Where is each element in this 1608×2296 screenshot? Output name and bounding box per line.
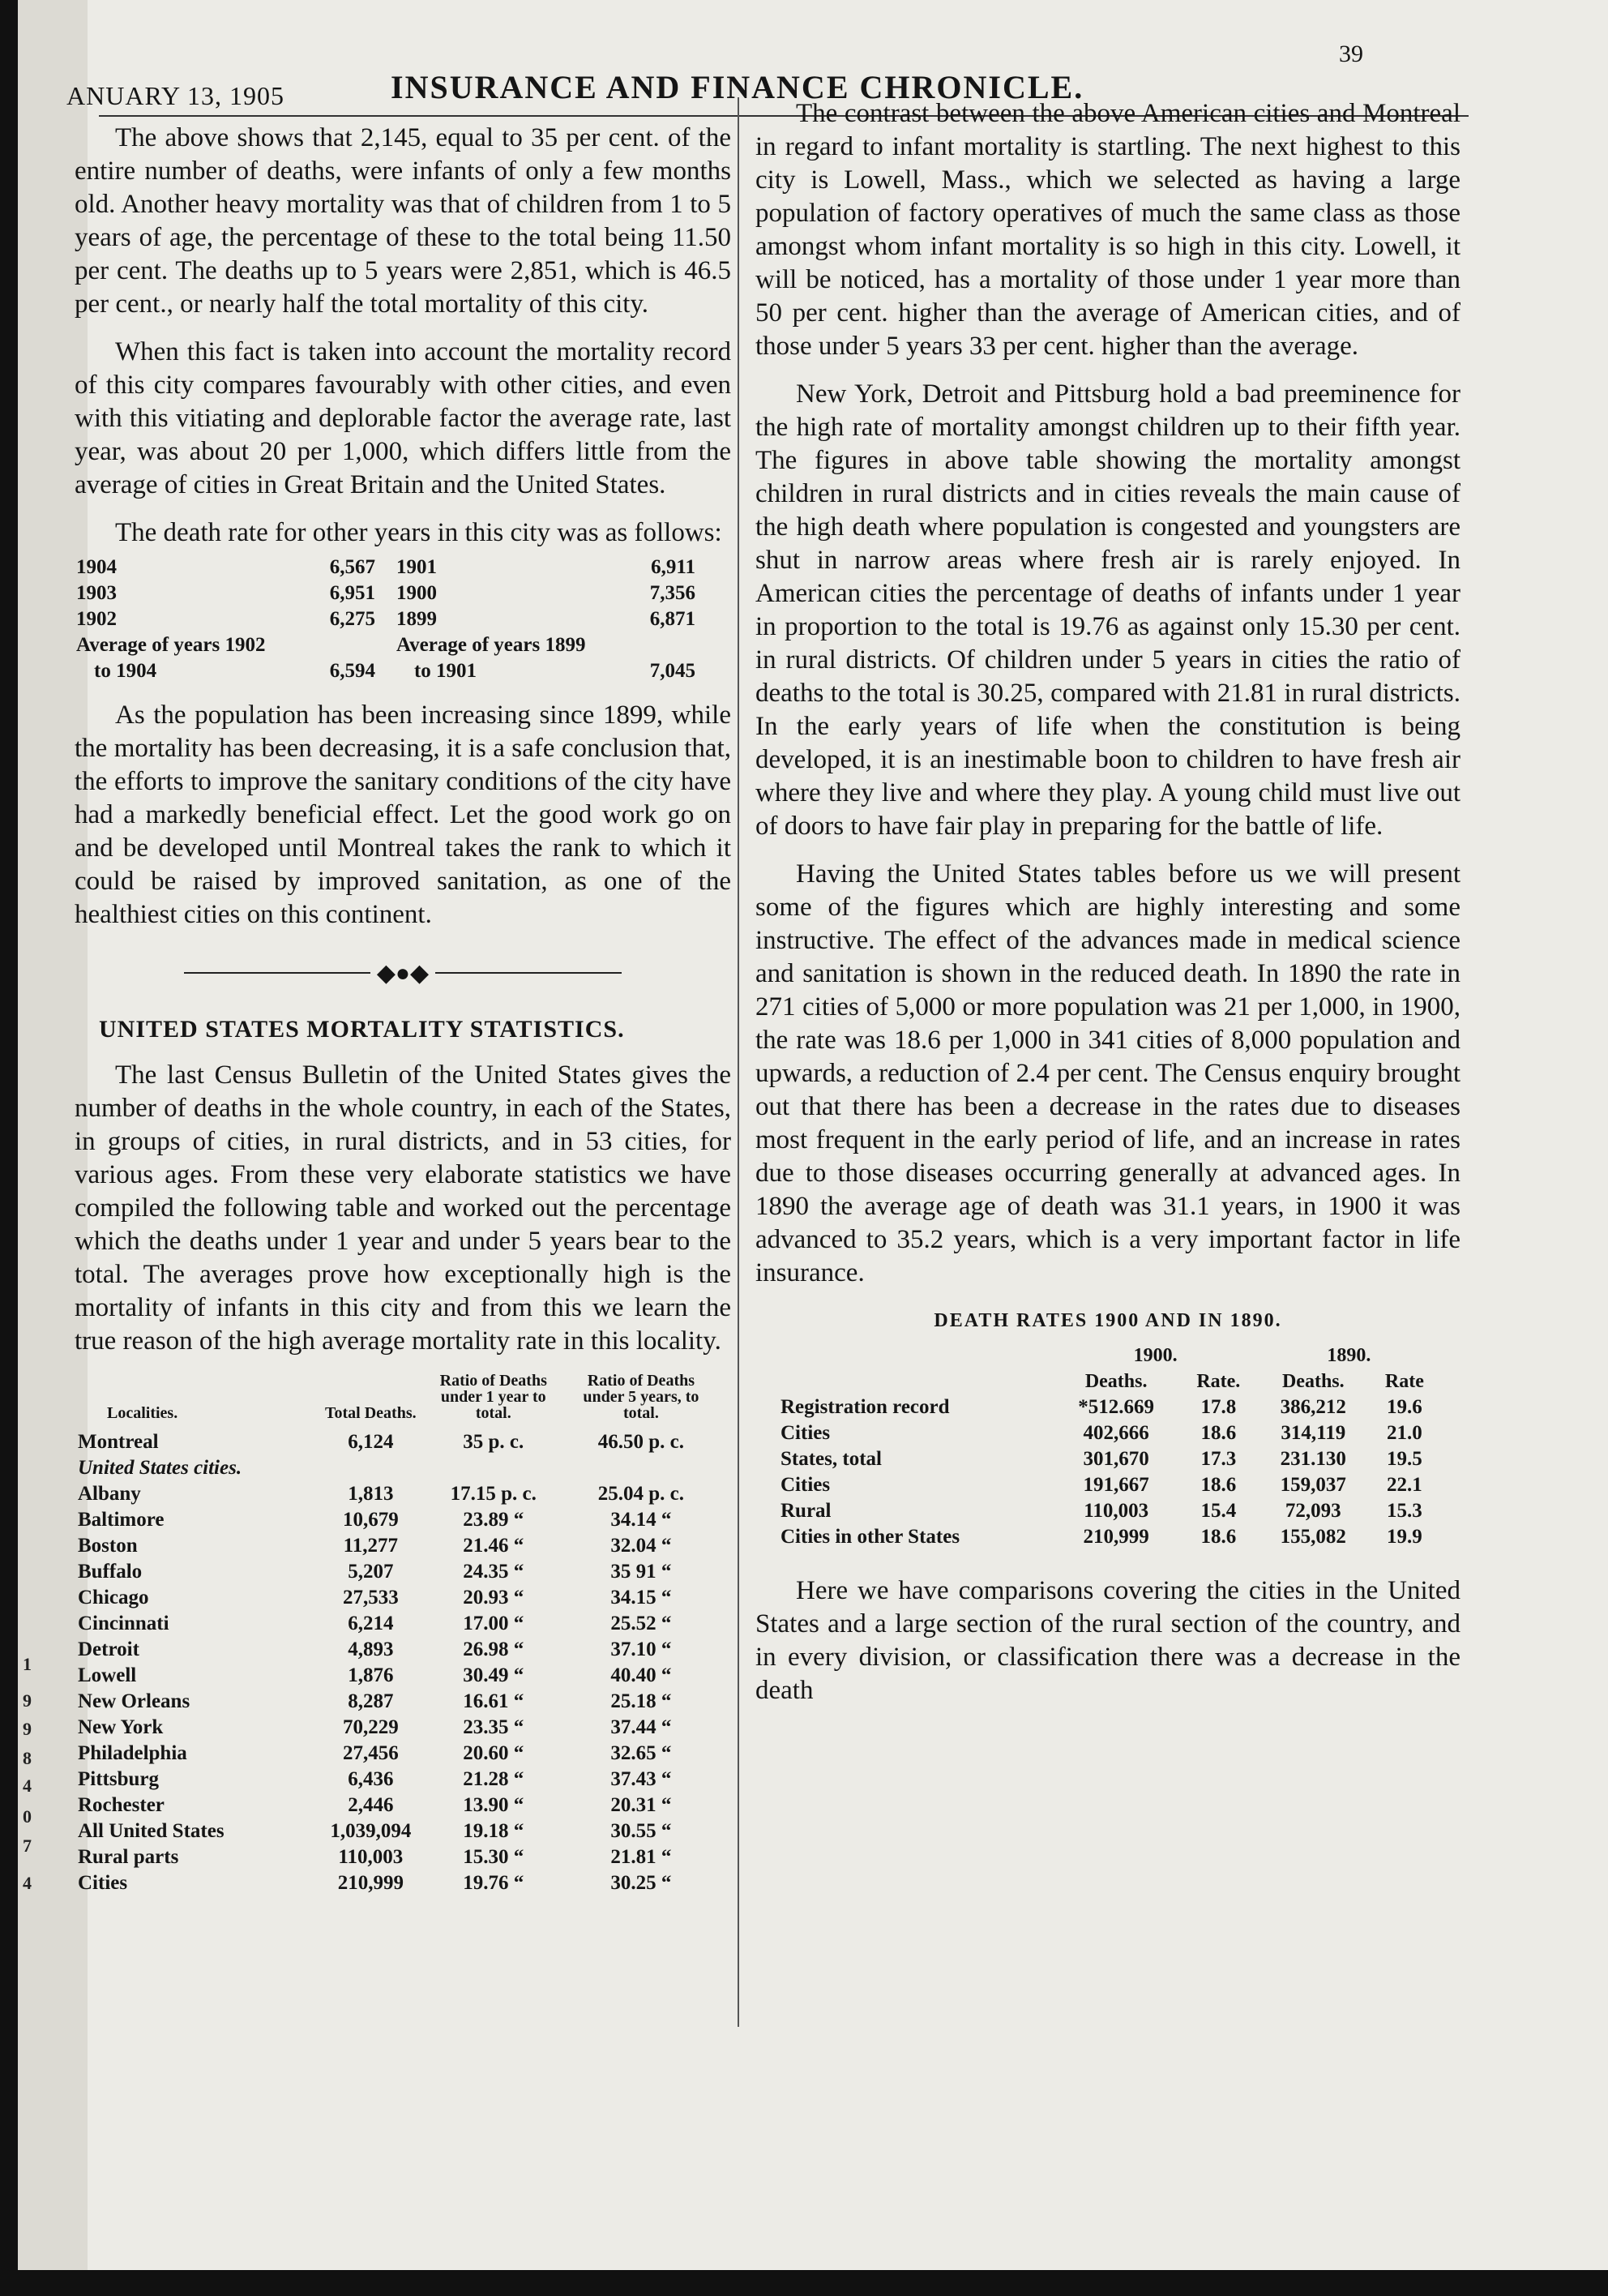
margin-mark: 1	[23, 1654, 32, 1674]
table-row	[776, 1446, 1440, 1472]
ratio-under-1-cell: 21.28 “	[463, 1767, 524, 1790]
category-cell: Cities	[780, 1422, 831, 1444]
year-header: 1900.	[1133, 1345, 1178, 1366]
value-cell: 6,911	[651, 556, 695, 578]
value-cell: 6,871	[649, 608, 695, 630]
ratio-under-1-cell: 26.98 “	[463, 1638, 524, 1660]
year-cell: 1904	[76, 556, 117, 578]
rate-1890-cell: 19.6	[1387, 1396, 1422, 1418]
average-value: 6,594	[329, 660, 375, 682]
deaths-1890-cell: 231.130	[1280, 1448, 1346, 1470]
right-column	[755, 97, 1460, 1722]
locality-cell: Lowell	[78, 1664, 137, 1686]
deaths-1890-cell: 72,093	[1285, 1500, 1341, 1522]
total-deaths-cell: 8,287	[348, 1690, 394, 1712]
deaths-1900-cell: 402,666	[1083, 1422, 1149, 1444]
total-deaths-cell: 10,679	[342, 1508, 399, 1531]
average-label: Average of years 1899	[396, 634, 586, 656]
table-row	[75, 580, 715, 606]
total-deaths-cell: 4,893	[348, 1638, 394, 1660]
margin-mark: 4	[23, 1873, 32, 1893]
rate-1890-cell: 19.5	[1387, 1448, 1422, 1470]
margin-mark: 7	[23, 1836, 32, 1856]
locality-cell: New Orleans	[78, 1690, 190, 1712]
ratio-under-1-cell: 20.60 “	[463, 1741, 524, 1764]
total-deaths-cell: 27,533	[342, 1586, 399, 1608]
rate-1900-cell: 18.6	[1200, 1474, 1237, 1496]
ratio-under-1-cell: 15.30 “	[463, 1845, 524, 1868]
table-row	[75, 1870, 715, 1896]
ratio-under-5-cell: 25.18 “	[610, 1690, 672, 1712]
publication-title: INSURANCE AND FINANCE CHRONICLE.	[391, 69, 1084, 105]
total-deaths-cell: 1,876	[348, 1664, 394, 1686]
total-deaths-cell: 6,214	[348, 1612, 394, 1634]
table-header-row	[776, 1343, 1440, 1369]
locality-cell: All United States	[78, 1819, 225, 1842]
deaths-1900-cell: 210,999	[1083, 1526, 1149, 1548]
paragraph: The contrast between the above American cities and Montreal in regard to infant mortality is startling. The next highest to this city is Lowell, Mass., which we selected as having a large population of factory operatives of much the same class as those amongst whom infant mortality is so high in this city. Lowell, it will be noticed, has a mortality of those under 1 year more than 50 per cent. higher than the average of American cities, and of those under 5 years 33 per cent. higher than the average.	[755, 99, 1460, 361]
locality-cell: Baltimore	[78, 1508, 165, 1531]
locality-cell: Boston	[78, 1534, 138, 1557]
locality-cell: Philadelphia	[78, 1741, 187, 1764]
table-header-row	[776, 1369, 1440, 1394]
year-cell: 1900	[396, 582, 437, 604]
ratio-under-5-cell: 30.55 “	[610, 1819, 672, 1842]
ratio-under-1-cell: 19.18 “	[463, 1819, 524, 1842]
paragraph: New York, Detroit and Pittsburg hold a bad preeminence for the high rate of mortality amongst children up to their fifth year. The figures in above table showing the mortality amongst children in rural districts and in cities reveals the main cause of the high death where population is congested and youngsters are shut in narrow areas where fresh air is rarely enjoyed. In American cities the percentage of deaths of infants under 1 year in proportion to the total is 19.76 as against only 15.30 per cent. in rural districts. Of children under 5 years in cities the ratio of deaths to the total is 30.25, compared with 21.81 in rural districts. In the early years of life when the constitution is being developed, it is an inestimable boon to children to have fresh air where they live and where they play. A young child must live out of doors to have fair play in preparing for the battle of life.	[755, 379, 1460, 841]
ratio-under-1-cell: 30.49 “	[463, 1664, 524, 1686]
column-header: Total Deaths.	[325, 1403, 417, 1422]
death-rates-title: DEATH RATES 1900 AND IN 1890.	[934, 1310, 1282, 1331]
ratio-under-1-cell: 23.89 “	[463, 1508, 524, 1531]
ratio-under-1-cell: 13.90 “	[463, 1793, 524, 1816]
paragraph: The death rate for other years in this city was as follows:	[115, 518, 722, 547]
column-divider	[738, 97, 739, 2027]
category-cell: Cities in other States	[780, 1526, 960, 1548]
table-row	[75, 1455, 715, 1481]
table-row	[75, 1481, 715, 1507]
table-row	[75, 1533, 715, 1559]
rate-1900-cell: 17.3	[1200, 1448, 1237, 1470]
total-deaths-cell: 1,813	[348, 1482, 394, 1505]
table-row	[75, 1793, 715, 1818]
total-deaths-cell: 6,436	[348, 1767, 394, 1790]
death-rates-table	[776, 1343, 1440, 1550]
ratio-under-5-cell: 32.04 “	[610, 1534, 672, 1557]
left-column	[75, 122, 731, 1896]
ratio-under-5-cell: 21.81 “	[610, 1845, 672, 1868]
table-row	[75, 1767, 715, 1793]
margin-mark: 8	[23, 1748, 32, 1768]
average-value: 7,045	[649, 660, 695, 682]
locality-cell: Albany	[78, 1482, 141, 1505]
table-row	[75, 1715, 715, 1741]
locality-cell: Buffalo	[78, 1560, 143, 1583]
column-header: Deaths.	[1084, 1371, 1148, 1392]
deaths-1890-cell: 386,212	[1280, 1396, 1346, 1418]
section-title: UNITED STATES MORTALITY STATISTICS.	[99, 1015, 625, 1043]
total-deaths-cell: 70,229	[342, 1716, 399, 1738]
locality-cell: Montreal	[78, 1430, 159, 1453]
locality-cell: Chicago	[78, 1586, 149, 1608]
year-cell: 1903	[76, 582, 117, 604]
ratio-under-5-cell: 25.52 “	[610, 1612, 672, 1634]
issue-date: ANUARY 13, 1905	[66, 81, 284, 110]
deaths-1900-cell: 191,667	[1083, 1474, 1149, 1496]
total-deaths-cell: 210,999	[337, 1871, 404, 1894]
table-row	[776, 1498, 1440, 1524]
locality-cell: United States cities.	[78, 1456, 242, 1479]
deaths-1890-cell: 314,119	[1281, 1422, 1346, 1444]
ratio-under-1-cell: 16.61 “	[463, 1690, 524, 1712]
ratio-under-5-cell: 34.15 “	[610, 1586, 672, 1608]
average-label: to 1901	[413, 660, 477, 682]
total-deaths-cell: 27,456	[342, 1741, 399, 1764]
table-row	[75, 1741, 715, 1767]
paragraph: The last Census Bulletin of the United States gives the number of deaths in the whole country, in each of the States, in groups of cities, in rural districts, and in 53 cities, for various ages. From these very elaborate statistics we have compiled the following table and worked out the percentage which the deaths under 1 year and under 5 years bear to the total. The averages prove how exceptionally high is the mortality of infants in this city and from this we learn the true reason of the high average mortality rate in this locality.	[75, 1060, 731, 1356]
paragraph: When this fact is taken into account the mortality record of this city compares favourably with other cities, and even with this vitiating and deplorable factor the average rate, last year, was about 20 per 1,000, which differs little from the average of cities in Great Britain and the United States.	[75, 337, 731, 499]
ratio-under-5-cell: 30.25 “	[610, 1871, 672, 1894]
paragraph: The above shows that 2,145, equal to 35 per cent. of the entire number of deaths, were infants of only a few months old. Another heavy mortality was that of children from 1 to 5 years of age, the percentage of these to the total being 11.50 per cent. The deaths up to 5 years were 2,851, which is 46.5 per cent., or nearly half the total mortality of this city.	[75, 123, 731, 319]
table-row	[75, 1818, 715, 1844]
ratio-under-5-cell: 37.10 “	[610, 1638, 672, 1660]
ratio-under-5-cell: 25.04 p. c.	[597, 1482, 685, 1505]
ratio-under-5-cell: 37.43 “	[610, 1767, 672, 1790]
year-cell: 1902	[76, 608, 117, 630]
average-label: to 1904	[94, 660, 157, 682]
table-row	[75, 1507, 715, 1533]
average-label: Average of years 1902	[76, 634, 266, 656]
total-deaths-cell: 11,277	[343, 1534, 398, 1557]
ratio-under-1-cell: 19.76 “	[463, 1871, 524, 1894]
locality-cell: Detroit	[78, 1638, 139, 1660]
category-cell: Cities	[780, 1474, 831, 1496]
table-row	[75, 555, 715, 580]
mortality-table	[75, 1373, 715, 1896]
table-row	[75, 606, 715, 632]
table-row	[75, 1663, 715, 1689]
page-number: 39	[1339, 41, 1363, 67]
column-header: Deaths.	[1281, 1371, 1345, 1392]
table-row	[75, 1429, 715, 1455]
ratio-under-5-cell: 20.31 “	[610, 1793, 672, 1816]
locality-cell: Rochester	[78, 1793, 165, 1816]
deaths-1900-cell: *512.669	[1078, 1396, 1155, 1418]
rate-1900-cell: 18.6	[1200, 1526, 1237, 1548]
newspaper-page	[18, 0, 1608, 2270]
rate-1890-cell: 15.3	[1387, 1500, 1422, 1522]
death-rates-body	[776, 1394, 1440, 1550]
ratio-under-1-cell: 17.00 “	[463, 1612, 524, 1634]
column-header: Ratio of Deaths under 1 year to total.	[439, 1371, 547, 1422]
table-row	[776, 1524, 1440, 1550]
paragraph: Having the United States tables before us we will present some of the figures which are highly interesting and some instructive. The effect of the advances made in medical science and sanitation is shown in the reduced death. In 1890 the rate in 271 cities of 5,000 or more population was 21 per 1,000, in 1900, the rate was 18.6 per 1,000 in 341 cities of 8,000 population and upwards, a reduction of 2.4 per cent. The Census enquiry brought out that there has been a decrease in the rates due to diseases most frequent in the early period of life, and an increase in rates due to those diseases occurring generally at advanced ages. In 1890 the average age of death was 31.1 years, in 1900 it was advanced to 35.2 years, which is a very important factor in life insurance.	[755, 859, 1460, 1287]
deaths-1890-cell: 159,037	[1280, 1474, 1346, 1496]
total-deaths-cell	[322, 1455, 420, 1481]
column-header: Ratio of Deaths under 5 years, to total.	[583, 1371, 699, 1422]
category-cell: States, total	[780, 1448, 882, 1470]
ratio-under-5-cell: 46.50 p. c.	[597, 1430, 685, 1453]
margin-mark: 9	[23, 1690, 32, 1711]
table-header-row	[75, 1373, 715, 1429]
deaths-1900-cell: 301,670	[1083, 1448, 1149, 1470]
ratio-under-1-cell: 17.15 p. c.	[450, 1482, 537, 1505]
year-cell: 1901	[396, 556, 437, 578]
table-row	[75, 1611, 715, 1637]
deaths-1900-cell: 110,003	[1084, 1500, 1149, 1522]
ratio-under-1-cell: 20.93 “	[463, 1586, 524, 1608]
margin-mark: 9	[23, 1719, 32, 1739]
section-ornament: ◆●◆	[75, 954, 731, 990]
table-row	[776, 1420, 1440, 1446]
total-deaths-cell: 2,446	[348, 1793, 394, 1816]
locality-cell: Pittsburg	[78, 1767, 159, 1790]
margin-mark: 0	[23, 1806, 32, 1827]
table-row	[75, 1844, 715, 1870]
paragraph: Here we have comparisons covering the cities in the United States and a large section of the rural section of the country, and in every division, or classification there was a decrease in the death	[755, 1576, 1460, 1705]
total-deaths-cell: 5,207	[348, 1560, 394, 1583]
ratio-under-5-cell: 35 91 “	[610, 1560, 672, 1583]
year-cell: 1899	[396, 608, 437, 630]
rate-1900-cell: 17.8	[1200, 1396, 1237, 1418]
rate-1900-cell: 18.6	[1200, 1422, 1237, 1444]
ratio-under-1-cell	[420, 1455, 567, 1481]
table-row	[75, 1559, 715, 1585]
column-header: Rate	[1384, 1371, 1424, 1392]
locality-cell: Cincinnati	[78, 1612, 169, 1634]
table-row	[75, 1637, 715, 1663]
ratio-under-5-cell: 32.65 “	[610, 1741, 672, 1764]
mortality-table-body	[75, 1429, 715, 1896]
table-row	[75, 1689, 715, 1715]
total-deaths-cell: 1,039,094	[330, 1819, 412, 1842]
ratio-under-1-cell: 35 p. c.	[463, 1430, 524, 1453]
ratio-under-5-cell: 37.44 “	[610, 1716, 672, 1738]
death-count-table	[75, 555, 715, 684]
total-deaths-cell: 110,003	[338, 1845, 404, 1868]
value-cell: 7,356	[649, 582, 695, 604]
paragraph: As the population has been increasing since 1899, while the mortality has been decreasing, it is a safe conclusion that, the efforts to improve the sanitary conditions of the city have had a markedly beneficial effect. Let the good work go on and be developed until Montreal takes the rank to which it could be raised by improved sanitation, as one of the healthiest cities on this continent.	[75, 700, 731, 929]
ratio-under-5-cell: 40.40 “	[610, 1664, 672, 1686]
deaths-1890-cell: 155,082	[1280, 1526, 1346, 1548]
rate-1890-cell: 22.1	[1387, 1474, 1422, 1496]
value-cell: 6,951	[329, 582, 375, 604]
table-row	[75, 1585, 715, 1611]
ratio-under-1-cell: 21.46 “	[463, 1534, 524, 1557]
category-cell: Registration record	[780, 1396, 950, 1418]
ratio-under-5-cell: 34.14 “	[610, 1508, 672, 1531]
locality-cell: New York	[78, 1716, 164, 1738]
ratio-under-5-cell	[567, 1455, 715, 1481]
ratio-under-1-cell: 24.35 “	[463, 1560, 524, 1583]
margin-mark: 4	[23, 1776, 32, 1796]
table-row	[776, 1394, 1440, 1420]
locality-cell: Cities	[78, 1871, 128, 1894]
table-row	[75, 632, 715, 658]
table-row	[776, 1472, 1440, 1498]
column-header: Localities.	[107, 1403, 178, 1422]
table-row	[75, 658, 715, 684]
rate-1890-cell: 19.9	[1387, 1526, 1422, 1548]
total-deaths-cell: 6,124	[348, 1430, 394, 1453]
value-cell: 6,567	[329, 556, 375, 578]
ratio-under-1-cell: 23.35 “	[463, 1716, 524, 1738]
value-cell: 6,275	[329, 608, 375, 630]
rate-1900-cell: 15.4	[1200, 1500, 1237, 1522]
locality-cell: Rural parts	[78, 1845, 179, 1868]
column-header: Rate.	[1196, 1371, 1241, 1392]
page-header	[66, 39, 1542, 110]
category-cell: Rural	[780, 1500, 832, 1522]
year-header: 1890.	[1327, 1345, 1371, 1366]
rate-1890-cell: 21.0	[1387, 1422, 1422, 1444]
